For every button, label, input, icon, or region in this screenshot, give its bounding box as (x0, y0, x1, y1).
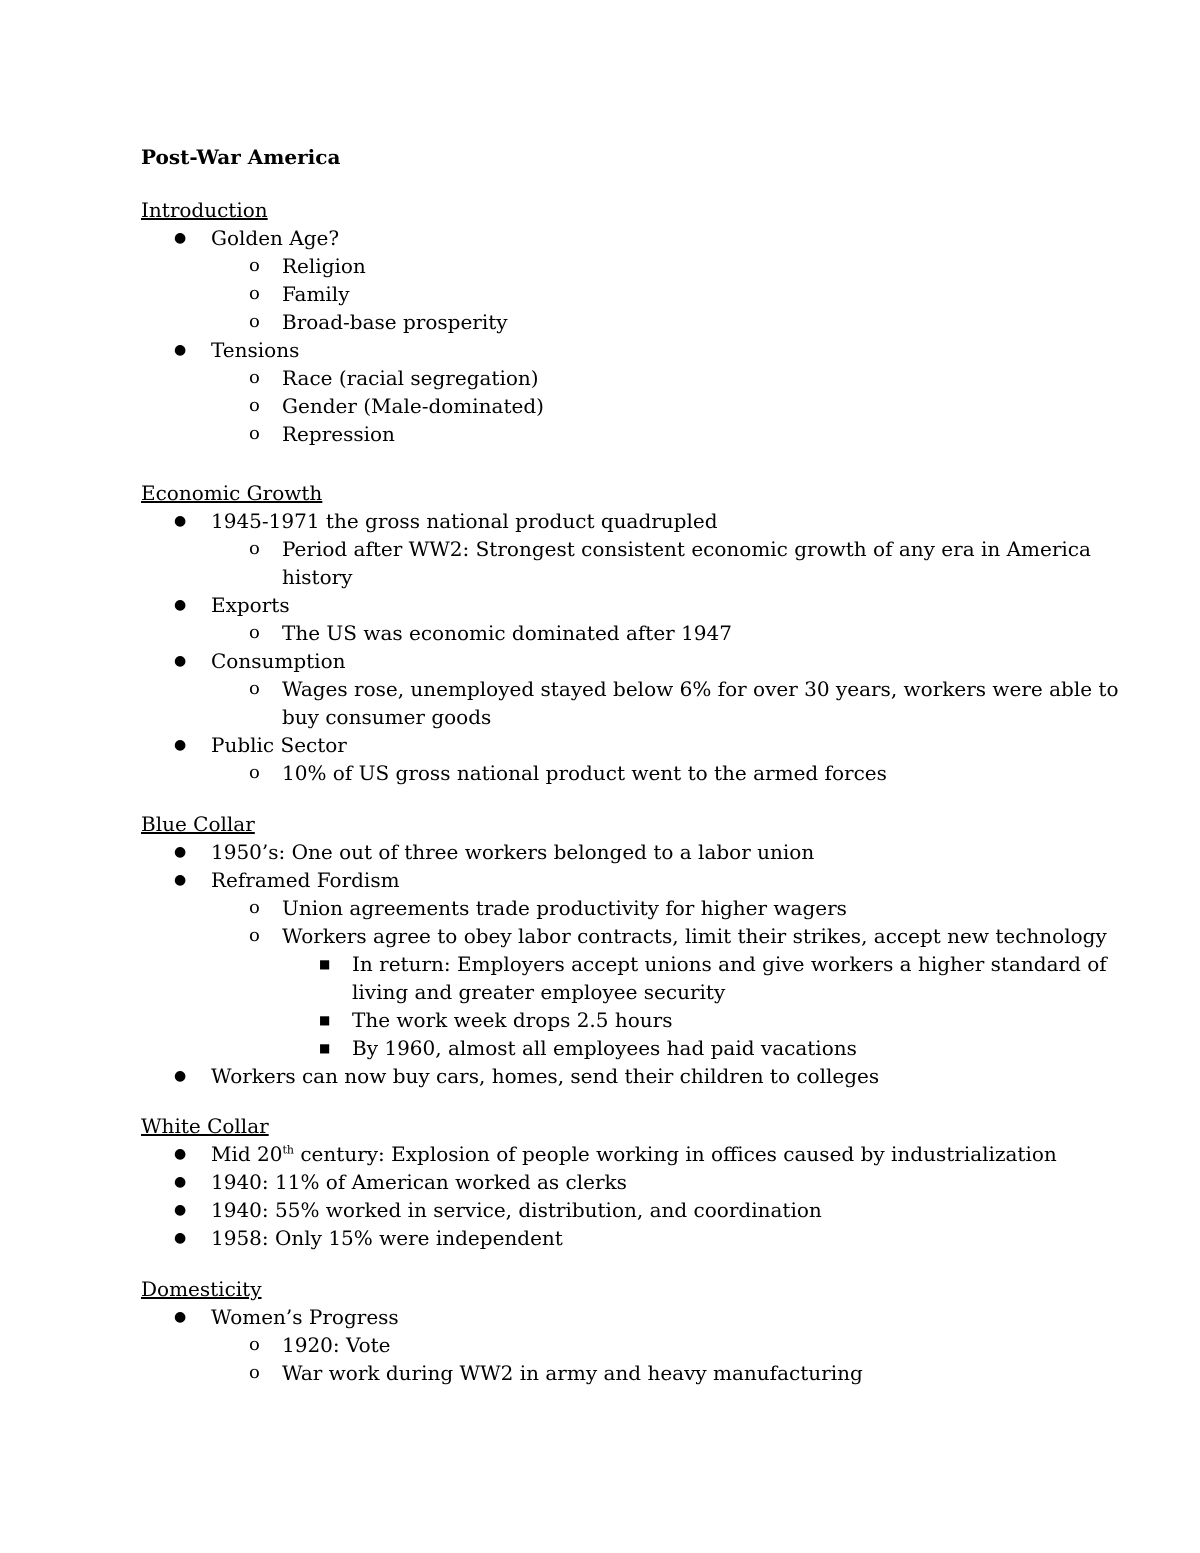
bullet-circle-icon: o (249, 897, 260, 918)
list-item: ● Reframed Fordism (174, 868, 400, 892)
section-introduction (141, 196, 544, 448)
section-blue-collar (141, 810, 1107, 1090)
bullet-dot-icon: ● (174, 597, 187, 613)
bullet-circle-icon: o (249, 1362, 260, 1383)
bullet-circle-icon: o (249, 678, 260, 699)
bullet-dot-icon: ● (174, 872, 187, 888)
list-item: ● Workers can now buy cars, homes, send their children to colleges (174, 1064, 880, 1088)
bullet-circle-icon: o (249, 311, 260, 332)
superscript: th (282, 1143, 294, 1157)
bullet-circle-icon: o (249, 395, 260, 416)
bullet-dot-icon: ● (174, 1230, 187, 1246)
section-heading: Domesticity (141, 1277, 262, 1301)
list-item: o Wages rose, unemployed stayed below 6% for over 30 years, workers were able to buy consumer goods (249, 677, 1119, 729)
bullet-list (141, 507, 1119, 787)
bullet-dot-icon: ● (174, 1146, 187, 1162)
bullet-circle-icon: o (249, 925, 260, 946)
bullet-list (141, 224, 544, 448)
bullet-circle-icon: o (249, 367, 260, 388)
list-item: ● Mid 20th century: Explosion of people working in offices caused by industrialization (174, 1142, 1057, 1166)
section-heading: White Collar (141, 1114, 269, 1138)
list-item: o War work during WW2 in army and heavy manufacturing (249, 1361, 863, 1385)
list-item: o Race (racial segregation) (249, 366, 539, 390)
bullet-dot-icon: ● (174, 1202, 187, 1218)
list-item: o Period after WW2: Strongest consistent economic growth of any era in America history (249, 537, 1091, 589)
bullet-dot-icon: ● (174, 1309, 187, 1325)
section-domesticity (141, 1275, 863, 1387)
bullet-list (141, 1303, 863, 1387)
bullet-dot-icon: ● (174, 342, 187, 358)
list-item: ■ By 1960, almost all employees had paid vacations (319, 1036, 857, 1060)
list-item: o Religion (249, 254, 366, 278)
bullet-dot-icon: ● (174, 230, 187, 246)
list-item: ● 1945-1971 the gross national product quadrupled (174, 509, 718, 533)
list-item: ● Golden Age? (174, 226, 340, 250)
bullet-list (141, 838, 1107, 1090)
list-item: o Gender (Male-dominated) (249, 394, 544, 418)
bullet-dot-icon: ● (174, 844, 187, 860)
section-economic-growth (141, 479, 1119, 787)
list-item: o The US was economic dominated after 1947 (249, 621, 732, 645)
list-item: ● Public Sector (174, 733, 347, 757)
list-item: ● 1958: Only 15% were independent (174, 1226, 563, 1250)
list-item: ● Women’s Progress (174, 1305, 399, 1329)
bullet-dot-icon: ● (174, 513, 187, 529)
section-heading: Economic Growth (141, 481, 323, 505)
bullet-dot-icon: ● (174, 737, 187, 753)
list-item: o Workers agree to obey labor contracts, limit their strikes, accept new technology (249, 924, 1107, 948)
section-heading: Introduction (141, 198, 268, 222)
bullet-square-icon: ■ (319, 1041, 331, 1055)
list-item: ■ In return: Employers accept unions and give workers a higher standard of living and greater employee security (319, 952, 1107, 1004)
list-item: ● Consumption (174, 649, 346, 673)
bullet-circle-icon: o (249, 1334, 260, 1355)
bullet-dot-icon: ● (174, 1174, 187, 1190)
bullet-circle-icon: o (249, 255, 260, 276)
bullet-dot-icon: ● (174, 1068, 187, 1084)
list-item: ● Exports (174, 593, 290, 617)
list-item: ● 1940: 11% of American worked as clerks (174, 1170, 627, 1194)
list-item: o Union agreements trade productivity for higher wagers (249, 896, 847, 920)
list-item: o Family (249, 282, 350, 306)
bullet-circle-icon: o (249, 622, 260, 643)
bullet-list (141, 1140, 1057, 1252)
bullet-square-icon: ■ (319, 1013, 331, 1027)
bullet-circle-icon: o (249, 538, 260, 559)
list-item: o 1920: Vote (249, 1333, 391, 1357)
list-item: ● 1950’s: One out of three workers belonged to a labor union (174, 840, 815, 864)
list-item: o 10% of US gross national product went to the armed forces (249, 761, 887, 785)
bullet-circle-icon: o (249, 283, 260, 304)
list-item: o Broad-base prosperity (249, 310, 508, 334)
list-item: ● Tensions (174, 338, 300, 362)
list-item: o Repression (249, 422, 395, 446)
bullet-circle-icon: o (249, 423, 260, 444)
bullet-square-icon: ■ (319, 957, 331, 971)
bullet-circle-icon: o (249, 762, 260, 783)
list-item: ● 1940: 55% worked in service, distribution, and coordination (174, 1198, 822, 1222)
section-heading: Blue Collar (141, 812, 255, 836)
bullet-dot-icon: ● (174, 653, 187, 669)
section-white-collar (141, 1112, 1057, 1252)
list-item: ■ The work week drops 2.5 hours (319, 1008, 673, 1032)
page-title: Post-War America (141, 145, 341, 169)
